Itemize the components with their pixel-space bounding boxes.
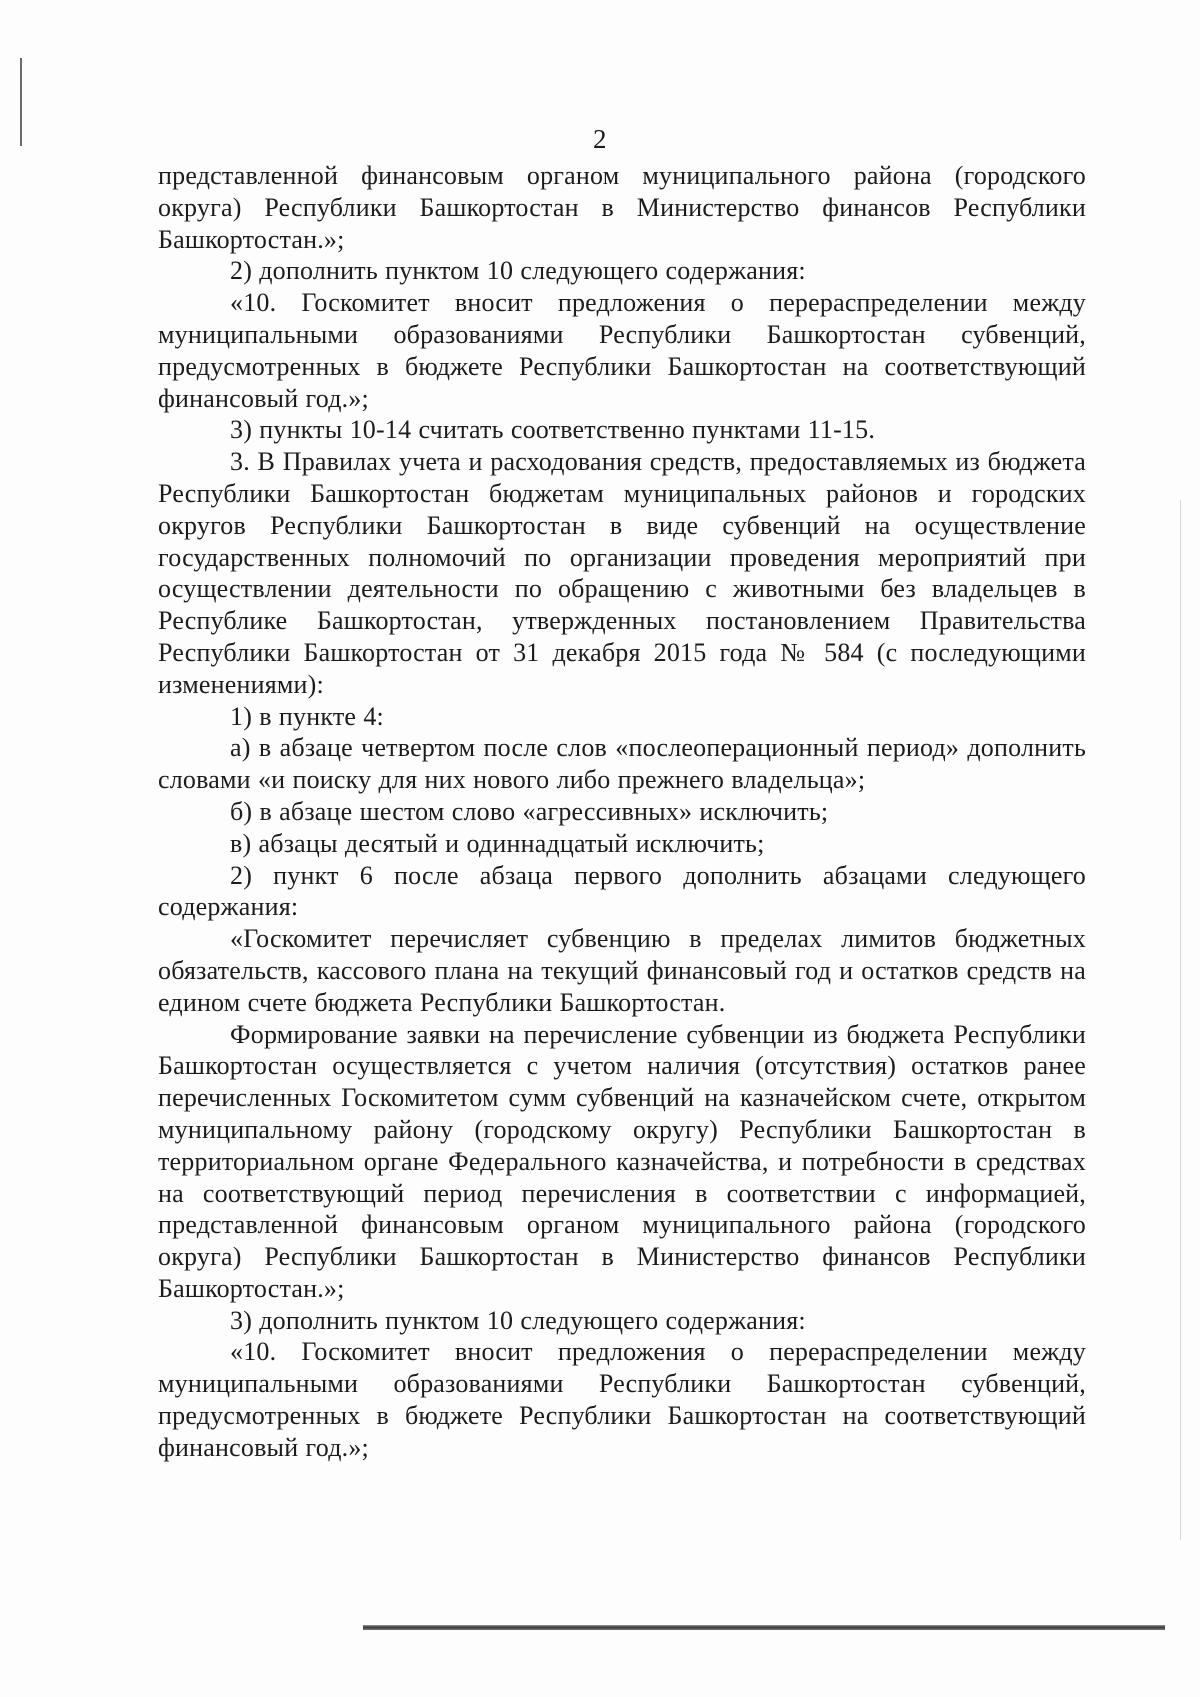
- paragraph-quote-10-repeat: «10. Госкомитет вносит предложения о перераспределении между муниципальными образованиями Республики Башкортостан субвенций, предусмотренных в бюджете Республики Башкортостан на соответствующий финансовый год.»;: [158, 1337, 1086, 1462]
- paragraph-subitem-2: 2) пункт 6 после абзаца первого дополнить абзацами следующего содержания:: [158, 860, 1086, 922]
- paragraph-quote-10: «10. Госкомитет вносит предложения о перераспределении между муниципальными образованиями Республики Башкортостан субвенций, предусмотренных в бюджете Республики Башкортостан на соответствующий финансовый год.»;: [158, 288, 1086, 413]
- paragraph-continuation: представленной финансовым органом муниципального района (городского округа) Республики Башкортостан в Министерство финансов Республики Башкортостан.»;: [158, 161, 1086, 254]
- paragraph-subitem-b: б) в абзаце шестом слово «агрессивных» исключить;: [230, 796, 829, 826]
- document-body-upper: [158, 160, 1086, 1464]
- paragraph-subitem-1: 1) в пункте 4:: [230, 701, 384, 731]
- paragraph-quote-goskomitet: «Госкомитет перечисляет субвенцию в пределах лимитов бюджетных обязательств, кассового плана на текущий финансовый год и остатков средств на едином счете бюджета Республики Башкортостан.: [158, 924, 1086, 1017]
- paragraph-formirovanie: Формирование заявки на перечисление субвенции из бюджета Республики Башкортостан осуществляется с учетом наличия (отсутствия) остатков ранее перечисленных Госкомитетом сумм субвенций на казначейском счете, открытом муниципальному району (городскому округу) Республики Башкортостан в территориальном органе Федерального казначейства, и потребности в средствах на соответствующий период перечисления в соответствии с информацией, представленной финансовым органом муниципального района (городского округа) Республики Башкортостан в Министерство финансов Республики Башкортостан.»;: [158, 1019, 1086, 1303]
- paragraph-subitem-a: а) в абзаце четвертом после слов «послеоперационный период» дополнить словами «и поиску для них нового либо прежнего владельца»;: [158, 733, 1086, 795]
- scan-fold-line: [1180, 500, 1181, 1540]
- paragraph-subitem-v: в) абзацы десятый и одиннадцатый исключить;: [230, 828, 765, 858]
- paragraph-subitem-3: 3) дополнить пунктом 10 следующего содержания:: [230, 1305, 806, 1335]
- scan-bottom-line: [363, 1625, 1165, 1630]
- paragraph-section-3: 3. В Правилах учета и расходования средств, предоставляемых из бюджета Республики Башкортостан бюджетам муниципальных районов и городских округов Республики Башкортостан в виде субвенций на осуществление государственных полномочий по организации проведения мероприятий при осуществлении деятельности по обращению с животными без владельцев в Республике Башкортостан, утвержденных постановлением Правительства Республики Башкортостан от 31 декабря 2015 года № 584 (с последующими изменениями):: [158, 447, 1086, 699]
- paragraph-item-2: 2) дополнить пунктом 10 следующего содержания:: [230, 256, 806, 286]
- page-number: 2: [593, 124, 607, 154]
- paragraph-item-3: 3) пункты 10-14 считать соответственно пунктами 11-15.: [230, 415, 876, 445]
